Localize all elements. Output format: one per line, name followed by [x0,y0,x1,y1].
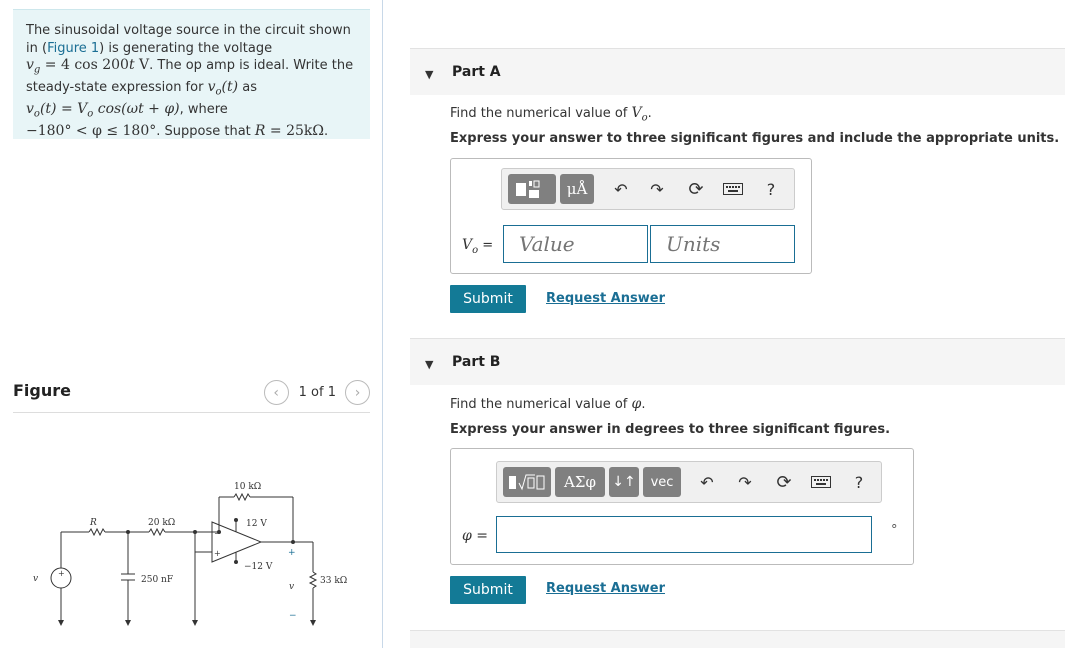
part-a-toolbar [501,168,795,210]
svg-text:+: + [214,549,221,558]
column-divider [382,0,383,648]
greek-button[interactable]: ΑΣφ [555,467,605,497]
reset-icon[interactable]: ⟳ [688,178,704,200]
part-b-header[interactable]: ▼ Part B [410,338,1065,385]
vo-label: $V_o$ = [462,237,494,256]
chevron-left-icon[interactable]: ‹ [264,380,289,405]
part-a-question: Find the numerical value of $V_o$. [450,105,652,124]
phi-input[interactable] [496,516,872,553]
svg-text:v: v [33,574,39,584]
vec-button[interactable]: vec [643,467,681,497]
svg-text:−12 V: −12 V [244,562,273,572]
degree-unit: ° [891,523,898,538]
figure-page-count: 1 of 1 [298,385,336,400]
svg-text:R: R [90,518,97,528]
part-a-header[interactable]: ▼ Part A [410,48,1065,95]
templates-icon[interactable] [508,174,556,204]
next-section-strip [410,630,1065,648]
part-b-answer-box [450,448,914,565]
sqrt-templates-icon[interactable] [503,467,551,497]
phi-label: φ = [462,528,488,544]
help-icon[interactable]: ? [854,472,864,492]
arrows-button[interactable]: ↓↑ [609,467,639,497]
part-b-instruction: Express your answer in degrees to three significant figures. [450,422,891,437]
collapse-caret-icon[interactable]: ▼ [425,68,434,81]
svg-text:+: + [58,569,65,578]
svg-text:v: v [289,582,295,592]
circuit-diagram [13,470,370,640]
value-input[interactable] [503,225,648,263]
part-a-request-answer-link[interactable]: Request Answer [546,291,665,306]
figure-title: Figure [13,381,71,400]
svg-text:10 kΩ: 10 kΩ [234,482,262,492]
svg-text:−: − [289,611,297,621]
svg-text:−: − [214,529,221,538]
part-b-submit-button[interactable]: Submit [450,576,526,604]
svg-text:33 kΩ: 33 kΩ [320,576,348,586]
part-b-toolbar [496,461,882,503]
problem-statement: The sinusoidal voltage source in the circuit shown in (Figure 1) is generating the voltage $v_g = 4$ cos 200t V. The op amp is ideal. Write the steady-state expression for $v_o(t)$ as $v_o(t) = V_o$ cos(ωt + φ), where −180° < φ ≤ 180°. Suppose that R = 25kΩ. [13,9,370,139]
keyboard-icon[interactable] [721,177,745,201]
chevron-right-icon[interactable]: › [345,380,370,405]
svg-text:250 nF: 250 nF [141,575,174,585]
part-a-instruction: Express your answer to three significant figures and include the appropriate units. [450,131,1060,146]
redo-icon[interactable]: ↷ [650,179,664,199]
figure-nav [264,380,370,405]
figure-header [13,378,370,413]
undo-icon[interactable]: ↶ [614,179,628,199]
part-b-request-answer-link[interactable]: Request Answer [546,581,665,596]
units-input[interactable] [650,225,795,263]
redo-icon[interactable]: ↷ [738,472,752,492]
units-button[interactable]: μÅ [560,174,594,204]
figure-link[interactable]: Figure 1 [47,40,100,56]
keyboard-icon[interactable] [809,470,833,494]
svg-text:12 V: 12 V [246,519,267,529]
collapse-caret-icon[interactable]: ▼ [425,358,434,371]
reset-icon[interactable]: ⟳ [776,471,792,493]
svg-text:+: + [288,548,296,558]
part-b-question: Find the numerical value of φ. [450,396,646,412]
svg-text:20 kΩ: 20 kΩ [148,518,176,528]
part-a-submit-button[interactable]: Submit [450,285,526,313]
part-a-answer-box [450,158,812,274]
undo-icon[interactable]: ↶ [700,472,714,492]
help-icon[interactable]: ? [766,179,776,199]
